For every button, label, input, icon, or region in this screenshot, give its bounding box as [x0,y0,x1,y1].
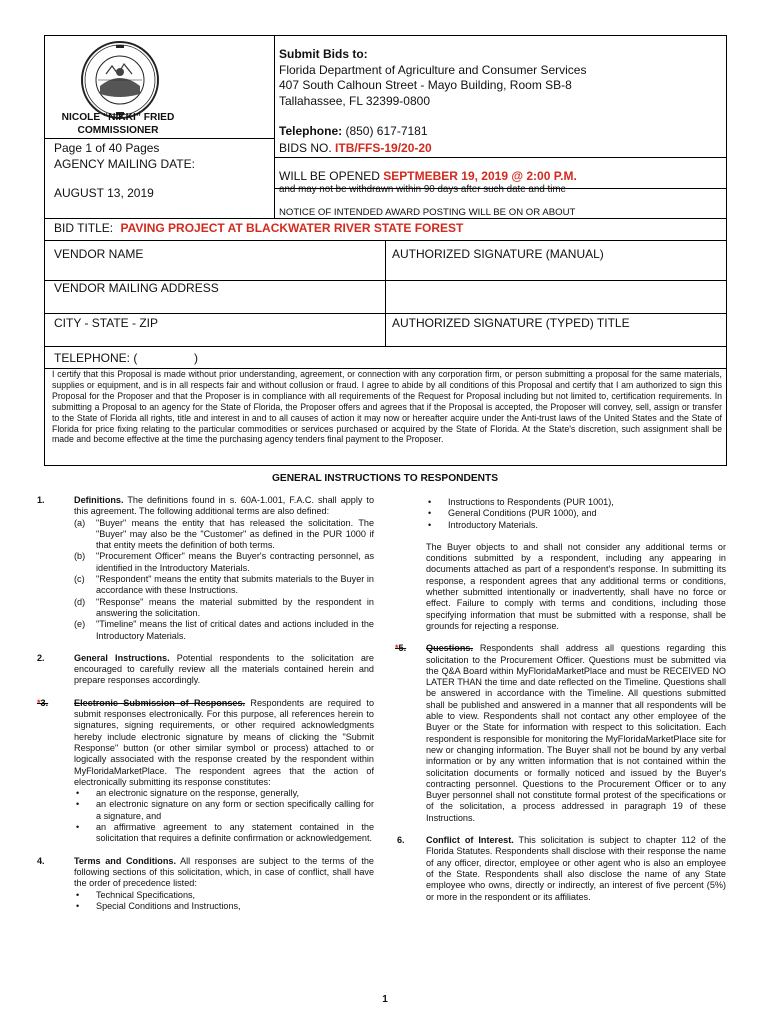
section-3-number: 3. [40,697,49,708]
definition-text: "Buyer" means the entity that has released the solicitation. The "Buyer" may also be the "Customer" as defined in the PUR 1000 if that entity meets the definition of both terms. [96,517,374,551]
precedence-list [74,890,374,913]
commissioner-name: NICOLE “NIKKI” FRIED [61,112,175,123]
definition-letter: (c) [74,574,85,585]
agency-address [279,47,586,109]
mailing-date: AUGUST 13, 2019 [54,186,154,200]
definitions-list [74,518,374,642]
divider [44,218,727,219]
precedence-list-continued [426,497,726,531]
agency-name: Florida Department of Agriculture and Consumer Services [279,62,587,77]
vendor-mailing-address-field[interactable]: VENDOR MAILING ADDRESS [54,281,219,295]
bullet-item: • an electronic signature on any form or section specifically calling for a signature, and [74,799,374,822]
definition-letter: (d) [74,596,86,607]
definition-item [74,619,374,642]
bullet-item: • Instructions to Respondents (PUR 1001), [426,497,726,508]
bullet-item: • Introductory Materials. [426,520,726,531]
agency-city: Tallahassee, FL 32399-0800 [279,93,430,108]
definition-text: "Response" means the material submitted by the respondent in answering the solicitation. [96,596,374,618]
definition-item [74,597,374,620]
definition-item [74,551,374,574]
definition-text: "Procurement Officer" means the Buyer's contracting personnel, as identified in the Introductory Materials. [96,551,374,573]
bullet-item: • General Conditions (PUR 1000), and [426,508,726,519]
section-1: 1. Definitions. The definitions found in s. 60A-1.001, F.A.C. shall apply to this agreement. The following additional terms are also defined: (a) "Buyer" means the entity that has released the solicitation. The "Buyer" may also be the "Customer" as defined in the PUR 1000 if that entity meets the definition of both terms. (b) "Procurement Officer" means the Buyer's contracting personnel, as identified in the Introductory Materials. (c) "Respondent" means the entity that submits materials to the Buyer in accordance with these Instructions. (d) "Response" means the material submitted by the respondent in answering the solicitation. (e) "Timeline" means the list of critical dates and actions included in the Introductory Materials. [37,495,374,641]
withdraw-note: and may not be withdrawn within 90 days after such date and time [279,184,566,195]
authorized-signature-typed-field[interactable]: AUTHORIZED SIGNATURE (TYPED) TITLE [392,316,630,330]
commissioner-title: COMMISSIONER [77,125,159,136]
bullet-item: • an electronic signature on the response, generally, [74,788,374,799]
section-2: 2. General Instructions. Potential respondents to the solicitation are encouraged to carefully review all the materials contained herein and prepare responses accordingly. [37,652,374,686]
award-notice: NOTICE OF INTENDED AWARD POSTING WILL BE ON OR ABOUT [279,207,576,218]
department-seal-icon [80,40,160,120]
page-number: 1 [382,994,388,1005]
commissioner-block [44,111,192,137]
section-6: 6. Conflict of Interest. This solicitation is subject to chapter 112 of the Florida Statutes. Respondents shall disclose with their response the name of any officer, director, employee or other agent who is also an employee of the State. Respondents shall also disclose the name of any State employee who owns, directly or indirectly, an interest of five percent (5%) or more in the respondent or its affiliates. [397,835,726,902]
submit-bids-label: Submit Bids to: [279,47,368,61]
mailing-date-label: AGENCY MAILING DATE: [54,157,195,171]
definition-letter: (a) [74,517,86,528]
city-state-zip-field[interactable]: CITY - STATE - ZIP [54,316,159,330]
authorized-signature-manual-field[interactable]: AUTHORIZED SIGNATURE (MANUAL) [392,247,604,261]
section-5-number: 5. [398,643,407,654]
divider [275,157,727,158]
left-column [37,495,374,912]
definition-text: "Respondent" means the entity that submits materials to the Buyer in accordance with these Instructions. [96,574,374,596]
section-4-continued [397,497,726,632]
telephone-field[interactable]: TELEPHONE: ( ) [54,351,199,365]
esign-list [74,788,374,844]
divider [44,346,727,347]
definition-letter: (e) [74,619,86,630]
bullet-item: • an affirmative agreement to any statement contained in the solicitation that requires a definite confirmation or acknowledgement. [74,822,374,845]
definition-item [74,518,374,552]
opening-date: WILL BE OPENED SEPTMEBER 19, 2019 @ 2:00 P.M. [279,169,577,183]
definition-letter: (b) [74,551,86,562]
divider [274,35,275,218]
right-column [397,497,726,903]
bullet-item: • Special Conditions and Instructions, [74,901,374,912]
definition-text: "Timeline" means the list of critical dates and actions included in the Introductory Materials. [96,619,374,641]
section-4: 4. Terms and Conditions. All responses are subject to the terms of the following sections of this solicitation, which, in case of conflict, shall have the order of precedence listed: • Technical Specifications, • Special Conditions and Instructions, [37,856,374,912]
section-5: *5. Questions. Respondents shall address all questions regarding this solicitation to the Procurement Officer. Questions must be submitted via the Q&A Board within MyFloridaMarketPlace and must be RECEIVED NO LATER THAN the time and date reflected on the Timeline. Questions shall be answered in accordance with the Timeline. All questions submitted shall be published and answered in a manner that all respondents will be able to view. Respondents shall not contact any other employee of the Buyer or the State for information with respect to this solicitation. Each respondent is responsible for monitoring the MyFloridaMarketPlace site for new or changing information. The Buyer shall not be bound by any verbal information or by any written information that is not contained within the solicitation documents or formally noticed and issued by the Buyer's contracting personnel. Questions to the Procurement Officer or to any Buyer personnel shall not constitute formal protest of the specifications or of the solicitation, a process addressed in paragraph 19 of these Instructions. [395,643,726,823]
agency-telephone: Telephone: (850) 617-7181 [279,124,428,138]
page-count: Page 1 of 40 Pages [54,141,160,155]
bid-title: BID TITLE: PAVING PROJECT AT BLACKWATER RIVER STATE FOREST [54,221,464,235]
divider [44,138,274,139]
vendor-name-field[interactable]: VENDOR NAME [54,247,144,261]
definition-item [74,574,374,597]
bullet-item: • Technical Specifications, [74,890,374,901]
certification-text: I certify that this Proposal is made without prior understanding, agreement, or connection with any corporation firm, or person submitting a proposal for the same materials, supplies or equipment, and is in all respects fair and without collusion or fraud. I agree to abide by all conditions of this Proposal and certify that I am authorized to sign this Proposal for the Proposer and that the Proposer is in compliance with all requirements of the Request for Proposal including but not limited to, certification requirements. In submitting a Proposal to an agency for the State of Florida, the Proposer offers and agrees that if the Proposal is accepted, the Proposer will convey, sell, assign or transfer to the State of Florida all rights, title and interest in and to all causes of action it may now or hereafter acquire under the Anti-trust laws of the United States and the State of Florida for price fixing relating to the particular commodities or services purchased or acquired by the State of Florida. At the State's discretion, such assignment shall be made and become effective at the time the purchasing agency tenders final payment to the Proposer. [52,369,722,445]
section-3: *3. Electronic Submission of Responses. Respondents are required to submit responses electronically. For this purpose, all references herein to signatures, signing requirements, or other required acknowledgments hereby include electronic signature by means of clicking the "Submit Response" button (or other similar symbol or process) attached to or logically associated with the response created by the respondent within MyFloridaMarketPlace. The respondent agrees that the action of electronically submitting its response constitutes: • an electronic signature on the response, generally, • an electronic signature on any form or section specifically calling for a signature, and • an affirmative agreement to any statement contained in the solicitation that requires a definite confirmation or acknowledgement. [37,698,374,845]
bids-number: BIDS NO. ITB/FFS-19/20-20 [279,141,432,155]
divider [385,240,386,346]
instructions-heading: GENERAL INSTRUCTIONS TO RESPONDENTS [271,473,499,484]
additional-terms-text: The Buyer objects to and shall not consider any additional terms or conditions submitted by a respondent, including any appearing in documents attached as part of a respondent's response. In submitting its response, a respondent agrees that any additional terms or conditions, whether submitted intentionally or inadvertently, shall have no force or effect. Failure to comply with terms and conditions, including those specifying information that must be submitted with a response, shall be grounds for rejecting a response. [426,541,726,631]
agency-street: 407 South Calhoun Street - Mayo Building, Room SB-8 [279,78,572,92]
